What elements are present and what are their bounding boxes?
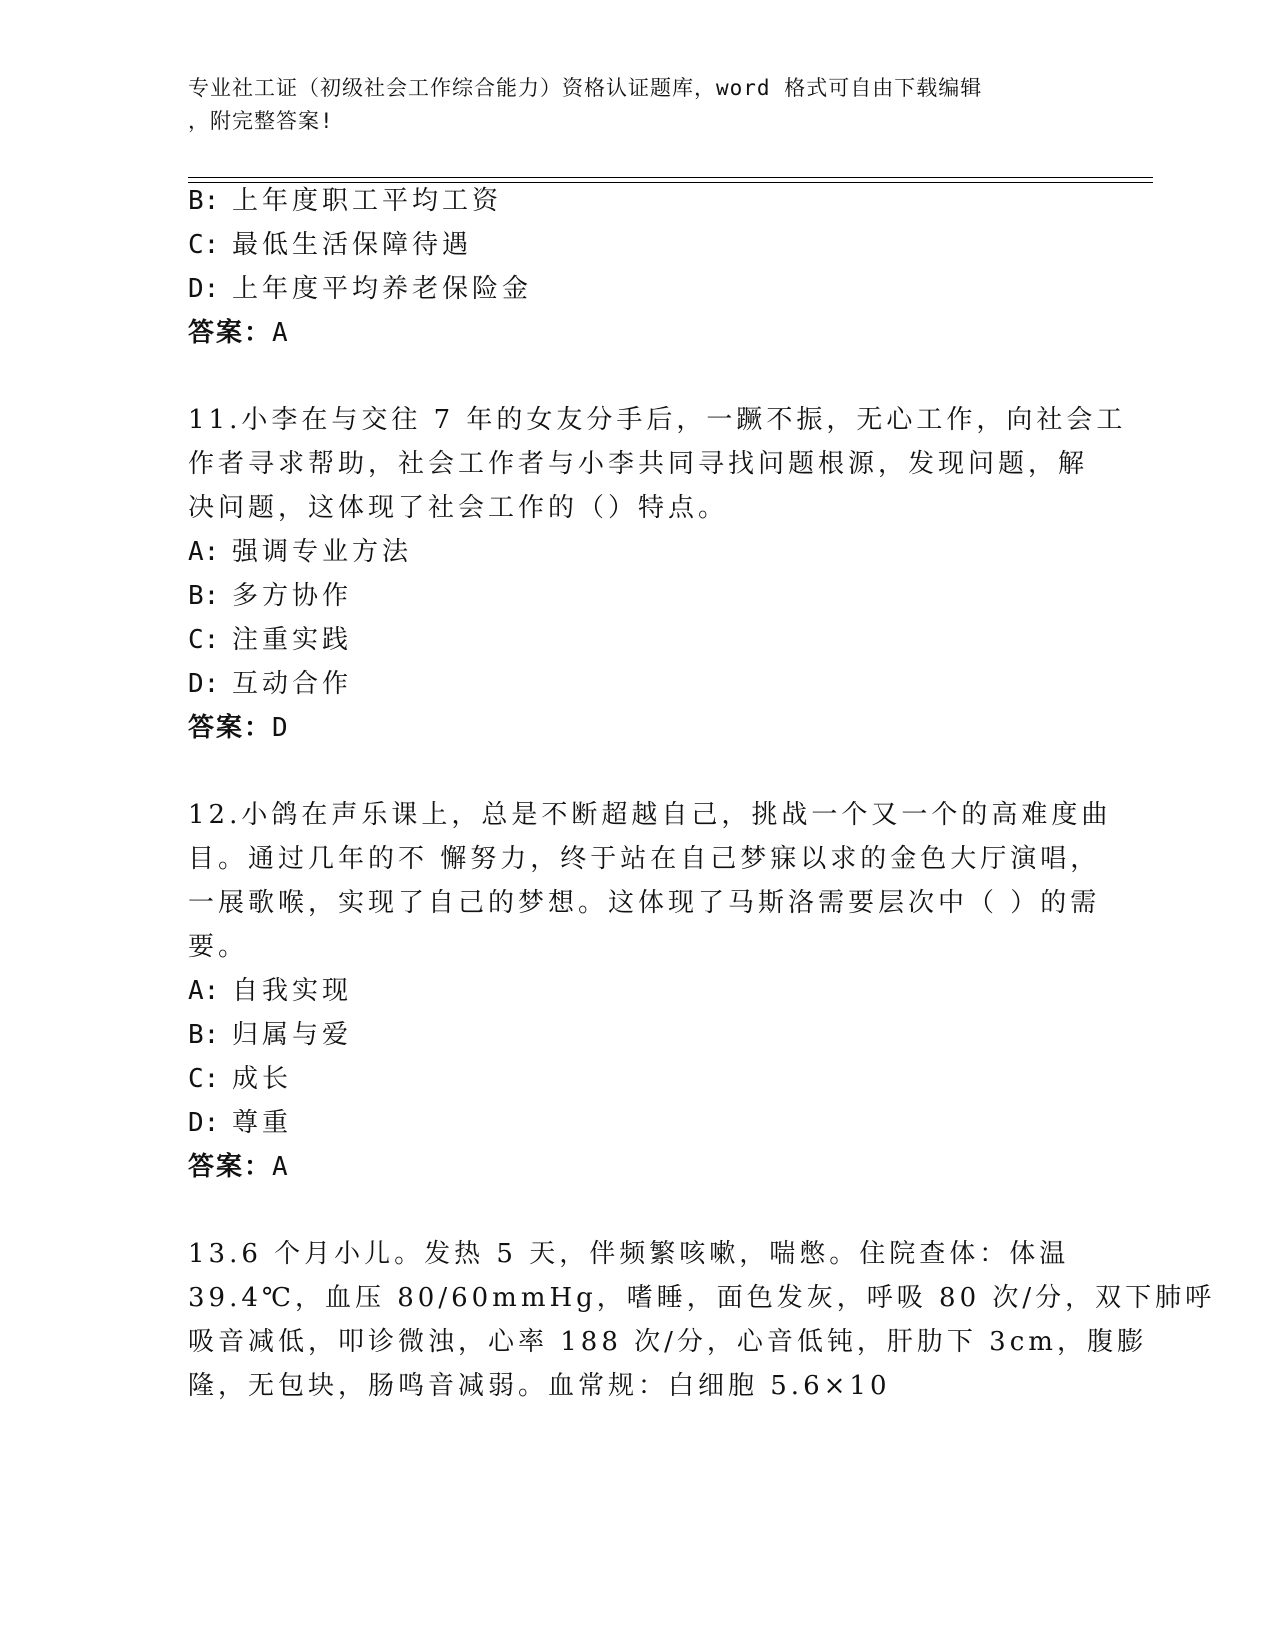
q13-stem-line4: 隆，无包块，肠鸣音减弱。血常规：白细胞 5.6×10 — [188, 1371, 891, 1401]
q12-stem-line3: 一展歌喉，实现了自己的梦想。这体现了马斯洛需要层次中（ ）的需 — [188, 888, 1101, 918]
q12-option-a: A: 自我实现 — [188, 976, 353, 1006]
q11-stem-line1: 11.小李在与交往 7 年的女友分手后，一蹶不振，无心工作，向社会工 — [188, 405, 1127, 435]
document-header — [188, 72, 1068, 138]
q11-stem-line3: 决问题，这体现了社会工作的（）特点。 — [188, 493, 729, 523]
q13-stem-line2: 39.4℃，血压 80/60mmHg，嗜睡，面色发灰，呼吸 80 次/分，双下肺呼 — [188, 1283, 1216, 1313]
q11-option-b: B: 多方协作 — [188, 581, 353, 611]
header-title-line1: 专业社工证（初级社会工作综合能力）资格认证题库，word 格式可自由下载编辑 — [188, 76, 983, 100]
header-title-line2: ，附完整答案! — [188, 109, 334, 133]
q11-option-d: D: 互动合作 — [188, 669, 353, 699]
q12-stem-line2: 目。通过几年的不 懈努力，终于站在自己梦寐以求的金色大厅演唱， — [188, 844, 1101, 874]
q11-stem-line2: 作者寻求帮助，社会工作者与小李共同寻找问题根源，发现问题，解 — [188, 449, 1089, 479]
q12-option-c: C: 成长 — [188, 1064, 293, 1094]
header-divider-bottom — [188, 182, 1153, 183]
q12-answer: 答案：A — [188, 1152, 288, 1182]
q12-option-b: B: 归属与爱 — [188, 1020, 353, 1050]
q10-option-b: B: 上年度职工平均工资 — [188, 186, 503, 216]
q10-option-c: C: 最低生活保障待遇 — [188, 230, 473, 260]
q12-stem-line1: 12.小鸽在声乐课上，总是不断超越自己，挑战一个又一个的高难度曲 — [188, 800, 1112, 830]
q13-stem-line1: 13.6 个月小儿。发热 5 天，伴频繁咳嗽，喘憋。住院查体：体温 — [188, 1239, 1070, 1269]
q11-option-c: C: 注重实践 — [188, 625, 353, 655]
q13-stem-line3: 吸音减低，叩诊微浊，心率 188 次/分，心音低钝，肝肋下 3cm，腹膨 — [188, 1327, 1147, 1357]
header-divider-top — [188, 177, 1153, 178]
q12-option-d: D: 尊重 — [188, 1108, 293, 1138]
q10-option-d: D: 上年度平均养老保险金 — [188, 274, 533, 304]
q12-stem-line4: 要。 — [188, 932, 249, 962]
q10-answer: 答案：A — [188, 318, 288, 348]
q11-option-a: A: 强调专业方法 — [188, 537, 413, 567]
q11-answer: 答案：D — [188, 713, 288, 743]
